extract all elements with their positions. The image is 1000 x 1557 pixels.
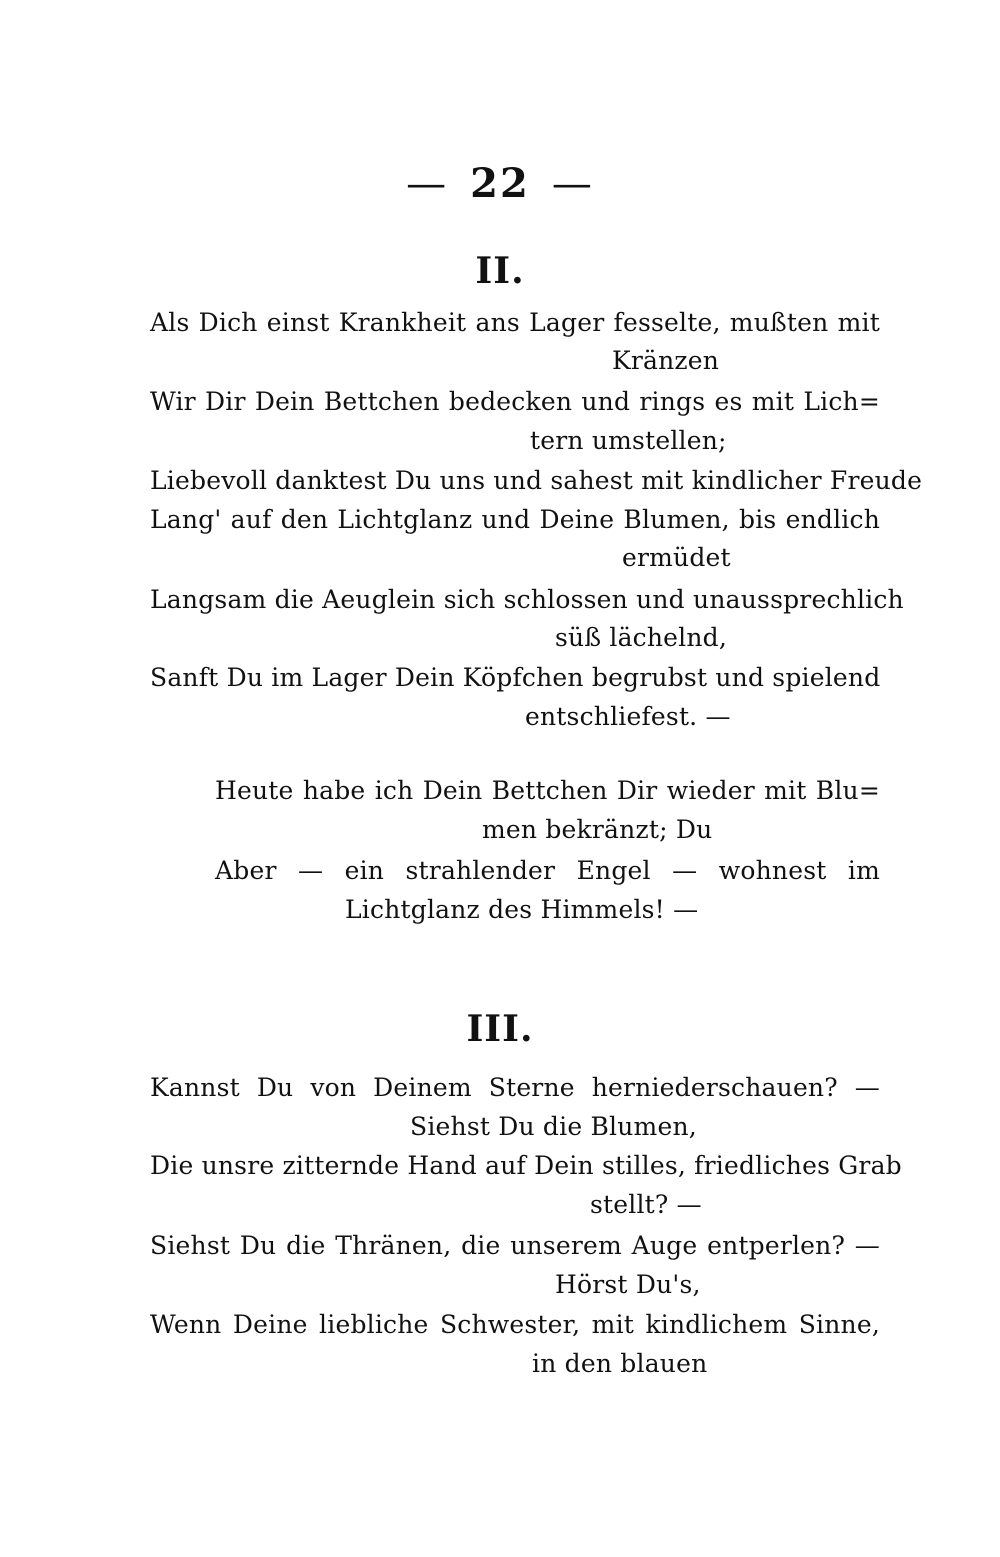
poem-line: Sanft Du im Lager Dein Köpfchen begrubst und spielend bbox=[150, 663, 881, 692]
poem-line: Aber — ein strahlender Engel — wohnest im bbox=[215, 856, 880, 885]
poem-line-continuation: tern umstellen; bbox=[530, 426, 727, 455]
poem-line-continuation: men bekränzt; Du bbox=[482, 815, 713, 844]
poem-line-continuation: entschliefest. — bbox=[525, 702, 731, 731]
poem-line: Wenn Deine liebliche Schwester, mit kindlichem Sinne, bbox=[150, 1310, 880, 1339]
poem-line: Siehst Du die Thränen, die unserem Auge entperlen? — bbox=[150, 1231, 880, 1260]
poem-line-continuation: in den blauen bbox=[532, 1349, 708, 1378]
poem-line-continuation: Hörst Du's, bbox=[555, 1270, 701, 1299]
poem-line-continuation: Lichtglanz des Himmels! — bbox=[345, 895, 699, 924]
poem-line: Die unsre zitternde Hand auf Dein stilles, friedliches Grab bbox=[150, 1151, 902, 1180]
poem-line: Als Dich einst Krankheit ans Lager fesselte, mußten mit bbox=[150, 308, 880, 337]
poem-line: Heute habe ich Dein Bettchen Dir wieder mit Blu= bbox=[215, 776, 880, 805]
page-number: 22 bbox=[470, 160, 530, 207]
poem-line: Wir Dir Dein Bettchen bedecken und rings es mit Lich= bbox=[150, 387, 880, 416]
poem-line: Langsam die Aeuglein sich schlossen und unaussprechlich bbox=[150, 585, 904, 614]
poem-line-continuation: süß lächelnd, bbox=[555, 623, 728, 652]
header-dash-left: — bbox=[406, 161, 449, 207]
section-heading-ii: II. bbox=[475, 250, 525, 292]
poem-line-continuation: ermüdet bbox=[622, 543, 731, 572]
poem-line-continuation: stellt? — bbox=[590, 1190, 702, 1219]
poem-line: Kannst Du von Deinem Sterne herniederschauen? — bbox=[150, 1073, 880, 1102]
poem-line: Lang' auf den Lichtglanz und Deine Blumen, bis endlich bbox=[150, 505, 880, 534]
poem-line: Liebevoll danktest Du uns und sahest mit kindlicher Freude bbox=[150, 466, 923, 495]
header-dash-right: — bbox=[551, 161, 594, 207]
page-header bbox=[0, 160, 1000, 207]
poem-line-continuation: Kränzen bbox=[612, 346, 720, 375]
section-heading-iii: III. bbox=[466, 1008, 534, 1050]
poem-line-continuation: Siehst Du die Blumen, bbox=[410, 1112, 697, 1141]
